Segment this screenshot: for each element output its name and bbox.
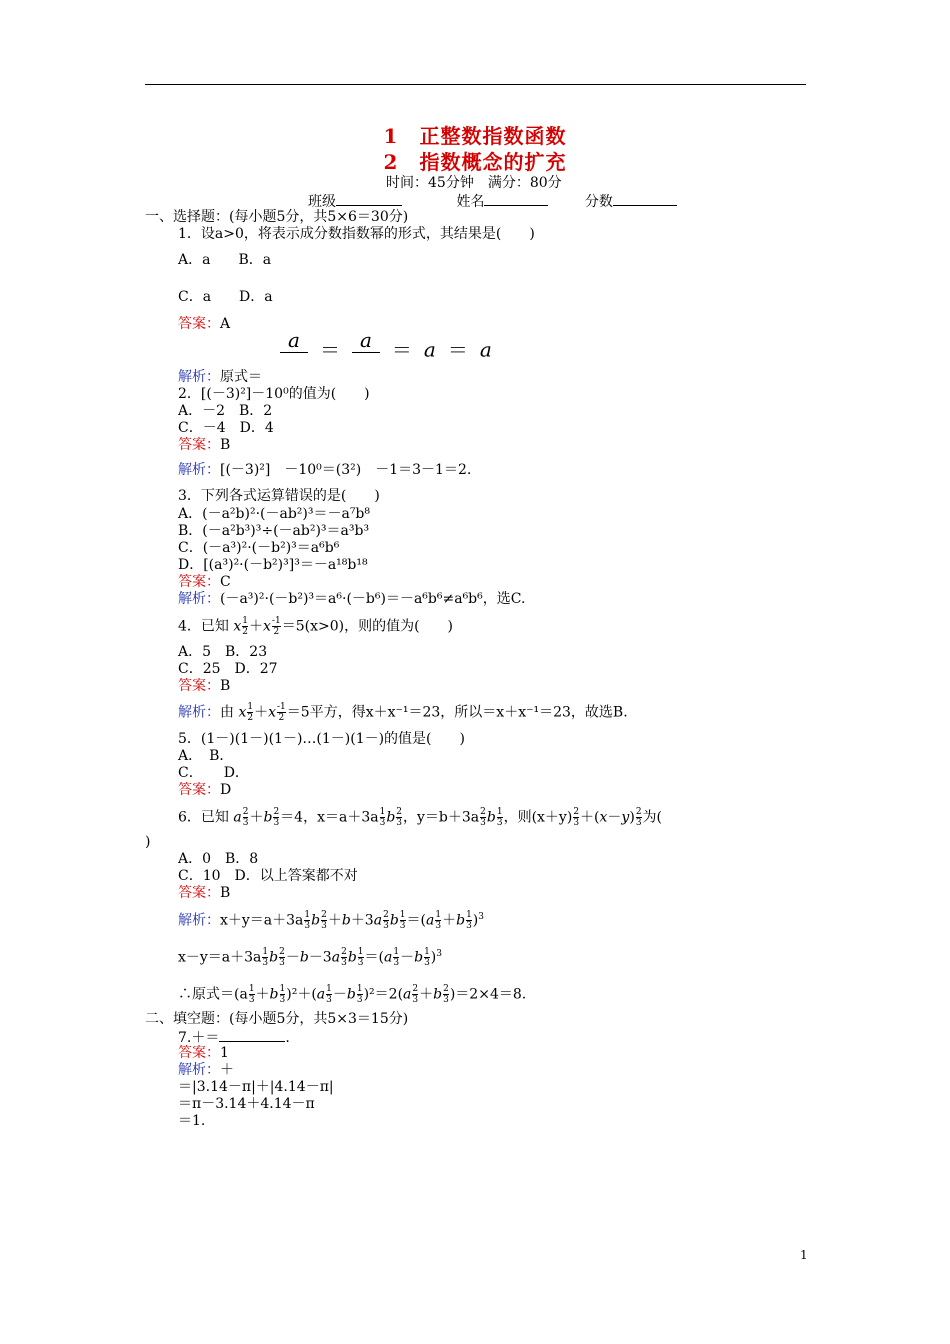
q5-options-ab: A． B． <box>178 748 234 764</box>
title-line-1: 1 正整数指数函数 <box>383 124 567 148</box>
q6-explanation-2: x－y＝a＋3a $\frac{1}{3}$ b $\frac{2}{3}$ －b－3a $\frac{2}{3}$ b $\frac{1}{3}$ ＝(a $\frac{1}{3}$ －b $\frac{1}{3}$ )$^3$ <box>178 947 442 968</box>
q4-stem: 4．已知 x $\frac{1}{2}$ ＋x $\frac{-1}{2}$ ＝5(x>0)，则的值为( ) <box>178 616 453 637</box>
q2-answer <box>178 437 230 454</box>
q1-explanation <box>178 369 262 386</box>
class-blank <box>336 192 402 206</box>
q1-stem: 1．设a>0，将表示成分数指数幂的形式，其结果是( ) <box>178 226 535 242</box>
section-2-heading: 二、填空题：(每小题5分，共5×3＝15分) <box>145 1011 409 1027</box>
q3-option-b: B．(－a²b³)³÷(－ab²)³＝a³b³ <box>178 523 370 539</box>
q6-answer <box>178 885 230 902</box>
q4-stem-pre: 4．已知 <box>178 618 229 635</box>
q7-stem-text: 7.＋＝ <box>178 1030 220 1046</box>
q3-option-a: A．(－a²b)²·(－ab²)³＝－a⁷b⁸ <box>178 506 371 522</box>
q7-exp-line-2: ＝π－3.14＋4.14－π <box>178 1096 315 1112</box>
q5-options-cd: C． D． <box>178 765 249 781</box>
q6-stem-post: ，则(x＋y) <box>503 809 573 826</box>
time-score: 时间：45分钟 满分：80分 <box>386 175 562 191</box>
answer-label: 答案： <box>178 782 220 798</box>
q6-stem-end: 为( <box>642 809 663 826</box>
explanation-label: 解析： <box>178 591 220 607</box>
q1-options-cd <box>178 289 273 306</box>
q2-stem: 2．[(－3)²]－10⁰的值为( ) <box>178 386 370 402</box>
q6-explanation-3: ∴原式＝(a $\frac{1}{3}$ ＋b $\frac{1}{3}$ )²＋(a $\frac{1}{3}$ －b $\frac{1}{3}$ )²＝2(a $\frac{2}{3}$ ＋b $\frac{2}{3}$ )＝2×4＝8. <box>178 984 527 1005</box>
q5-answer <box>178 782 231 799</box>
answer-label: 答案： <box>178 678 220 694</box>
q6-options-cd: C．10 D．以上答案都不对 <box>178 868 358 884</box>
answer-value: C <box>220 574 231 590</box>
answer-label: 答案： <box>178 574 220 590</box>
explanation-label: 解析： <box>178 369 220 385</box>
q4-options-cd: C．25 D．27 <box>178 661 278 677</box>
q7-answer <box>178 1045 229 1062</box>
q7-explanation <box>178 1062 234 1079</box>
score-blank <box>613 192 677 206</box>
name-label: 姓名 <box>456 194 485 210</box>
q3-explanation <box>178 591 525 608</box>
answer-value: A <box>220 316 231 332</box>
q6-stem-pre: 6．已知 <box>178 809 229 826</box>
q3-answer <box>178 574 231 591</box>
q2-exp-text: [(－3)²] －10⁰＝(3²) －1＝3－1＝2. <box>220 462 472 478</box>
answer-label: 答案： <box>178 316 220 332</box>
explanation-label: 解析： <box>178 462 220 478</box>
section-1-heading: 一、选择题：(每小题5分，共5×6＝30分) <box>145 209 409 225</box>
q1-exp-text: 原式＝ <box>220 369 262 385</box>
q2-options-ab: A．－2 B．2 <box>178 403 273 419</box>
q1-equation: a ＝ a ＝ a ＝ a <box>280 328 492 374</box>
answer-value: B <box>220 437 231 453</box>
answer-value: B <box>220 678 231 694</box>
answer-value: 1 <box>220 1045 229 1061</box>
q5-stem: 5．(1－)(1－)(1－)…(1－)(1－)的值是( ) <box>178 731 465 747</box>
q4-exp-pre: 由 <box>220 704 234 721</box>
q6-explanation-1: 解析：x＋y＝a＋3a $\frac{1}{3}$ b $\frac{2}{3}$ ＋b＋3a $\frac{2}{3}$ b $\frac{1}{3}$ ＝(a $\frac{1}{3}$ ＋b $\frac{1}{3}$ )$^3$ <box>178 910 484 931</box>
page-number: 1 <box>800 1248 808 1262</box>
explanation-label: 解析： <box>178 912 220 929</box>
q1-opt-ab-text: A．a B．a <box>178 252 272 268</box>
header-rule <box>145 84 806 85</box>
q3-option-d: D．[(a³)²·(－b²)³]³＝－a¹⁸b¹⁸ <box>178 557 368 573</box>
q4-exp-post: ＝5平方，得x＋x⁻¹＝23，所以＝x＋x⁻¹＝23，故选B. <box>286 704 628 721</box>
q3-exp-text: (－a³)²·(－b²)³＝a⁶·(－b⁶)＝－a⁶b⁶≠a⁶b⁶，选C. <box>220 591 526 607</box>
q4-stem-post: ＝5(x>0)，则的值为( ) <box>281 618 453 635</box>
q3-stem: 3．下列各式运算错误的是( ) <box>178 488 380 504</box>
q3-option-c: C．(－a³)²·(－b²)³＝a⁶b⁶ <box>178 540 340 556</box>
class-label: 班级 <box>308 194 336 210</box>
q7-stem: 7.＋＝ . <box>178 1030 290 1046</box>
q1-opt-cd-text: C．a D．a <box>178 289 273 305</box>
answer-value: D <box>220 782 232 798</box>
name-blank <box>484 192 548 206</box>
q6-stem-y: ，y＝b＋3a <box>403 809 480 826</box>
q2-options-cd: C．－4 D．4 <box>178 420 274 436</box>
explanation-label: 解析： <box>178 704 220 721</box>
q6-stem: 6．已知 a $\frac{2}{3}$ ＋b $\frac{2}{3}$ ＝4，x＝a＋3a $\frac{1}{3}$ b $\frac{2}{3}$ ，y＝b＋3a $\frac{2}{3}$ b $\frac{1}{3}$ ，则(x＋y) $\frac{2}{3}$ ＋(x－y) $\frac{2}{3}$ 为( <box>178 807 663 828</box>
q2-explanation <box>178 462 471 479</box>
q1-answer <box>178 316 230 333</box>
answer-label: 答案： <box>178 885 220 901</box>
q4-options-ab: A．5 B．23 <box>178 644 268 660</box>
q7-exp-line-1: ＝|3.14－π|＋|4.14－π| <box>178 1079 334 1095</box>
q4-explanation: 解析：由 x $\frac{1}{2}$ ＋x $\frac{-1}{2}$ ＝5平方，得x＋x⁻¹＝23，所以＝x＋x⁻¹＝23，故选B. <box>178 702 628 723</box>
q6-stem-mid: ＝4，x＝a＋3a <box>280 809 379 826</box>
q6-exp2-text: x－y＝a＋3a <box>178 949 262 966</box>
q4-answer <box>178 678 230 695</box>
q7-blank <box>219 1028 285 1042</box>
q7-exp-text: ＋ <box>220 1062 234 1078</box>
q1-options-ab <box>178 252 271 269</box>
q6-exp1-text: x＋y＝a＋3a <box>220 912 304 929</box>
answer-value: B <box>220 885 231 901</box>
answer-label: 答案： <box>178 1045 220 1061</box>
score-label: 分数 <box>584 194 613 210</box>
q6-options-ab: A．0 B．8 <box>178 851 259 867</box>
q6-exp3-text: ∴原式＝(a <box>178 986 248 1003</box>
title-line-2: 2 指数概念的扩充 <box>383 150 567 174</box>
q6-stem-close: ) <box>145 834 151 850</box>
q7-exp-line-3: ＝1. <box>178 1113 206 1129</box>
answer-label: 答案： <box>178 437 220 453</box>
explanation-label: 解析： <box>178 1062 220 1078</box>
